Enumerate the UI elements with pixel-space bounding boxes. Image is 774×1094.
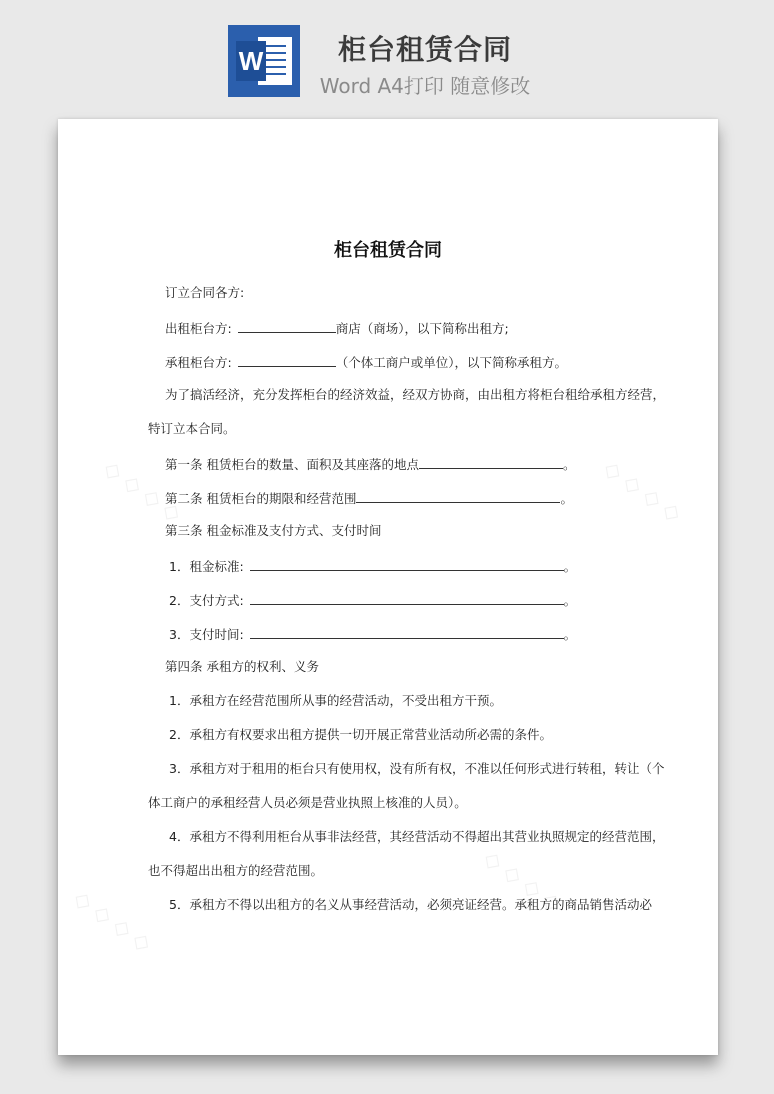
a4-item-5-line-1: 5．承租方不得以出租方的名义从事经营活动，必须亮证经营。承租方的商品销售活动必 [169, 897, 652, 912]
a3-item-3-blank[interactable] [250, 625, 564, 639]
article-1-period: 。 [562, 457, 576, 472]
a3-item-3-period: 。 [563, 627, 577, 642]
a3-item-1-blank[interactable] [250, 557, 564, 571]
watermark: ◇ ◇ ◇ ◇ [68, 885, 156, 958]
article-4: 第四条 承租方的权利、义务 [165, 659, 319, 674]
a4-item-4-line-1: 4．承租方不得利用柜台从事非法经营，其经营活动不得超出其营业执照规定的经营范围， [169, 829, 665, 844]
article-1 [165, 455, 576, 473]
header-banner [0, 0, 774, 110]
lessee-suffix: （个体工商户或单位），以下简称承租方。 [335, 355, 567, 370]
document-page [58, 119, 718, 1055]
a4-item-2: 2．承租方有权要求出租方提供一切开展正常营业活动所必需的条件。 [169, 727, 552, 742]
a3-item-1-label: 1．租金标准: [169, 559, 244, 574]
a4-item-3-line-1: 3．承租方对于租用的柜台只有使用权，没有所有权，不准以任何形式进行转租，转让（个 [169, 761, 665, 776]
word-icon [228, 25, 300, 97]
a3-item-2-period: 。 [563, 593, 577, 608]
lessee-blank[interactable] [238, 353, 336, 367]
article-2-period: 。 [560, 491, 573, 506]
article-3: 第三条 租金标准及支付方式、支付时间 [165, 523, 382, 538]
a4-item-4-line-2: 也不得超出出租方的经营范围。 [148, 863, 324, 878]
a3-item-1-period: 。 [563, 559, 577, 574]
watermark: ◇ ◇ ◇ ◇ [598, 455, 686, 528]
a3-item-2-label: 2．支付方式: [169, 593, 244, 608]
watermark: ◇ ◇ ◇ ◇ [478, 845, 566, 918]
article-1-blank[interactable] [419, 455, 563, 469]
banner-subtitle: Word A4打印 随意修改 [319, 74, 531, 98]
lessor-prefix: 出租柜台方: [165, 321, 232, 336]
preamble-line-2: 特订立本合同。 [148, 421, 236, 436]
article-2 [165, 489, 573, 507]
parties-label: 订立合同各方: [165, 285, 245, 300]
a3-item-1 [169, 557, 576, 575]
banner-title: 柜台租赁合同 [337, 33, 512, 66]
article-1-text: 第一条 租赁柜台的数量、面积及其座落的地点 [165, 457, 419, 472]
a3-item-2-blank[interactable] [250, 591, 564, 605]
a4-item-3-line-2: 体工商户的承租经营人员必须是营业执照上核准的人员）。 [148, 795, 467, 810]
watermark: ◇ ◇ ◇ ◇ [98, 455, 186, 528]
lessor-line [165, 319, 509, 337]
a3-item-3-label: 3．支付时间: [169, 627, 244, 642]
a4-item-1: 1．承租方在经营范围所从事的经营活动，不受出租方干预。 [169, 693, 502, 708]
document-title: 柜台租赁合同 [334, 240, 442, 261]
lessee-prefix: 承租柜台方: [165, 355, 232, 370]
preamble-line-1: 为了搞活经济，充分发挥柜台的经济效益，经双方协商，由出租方将柜台租给承租方经营， [165, 387, 666, 402]
article-2-text: 第二条 租赁柜台的期限和经营范围 [165, 491, 357, 506]
lessor-suffix: 商店（商场），以下简称出租方; [335, 321, 509, 336]
lessor-blank[interactable] [238, 319, 336, 333]
a3-item-2 [169, 591, 576, 609]
word-icon-letter: W [238, 46, 264, 76]
article-2-blank[interactable] [356, 489, 560, 503]
a3-item-3 [169, 625, 576, 643]
lessee-line [165, 353, 567, 371]
